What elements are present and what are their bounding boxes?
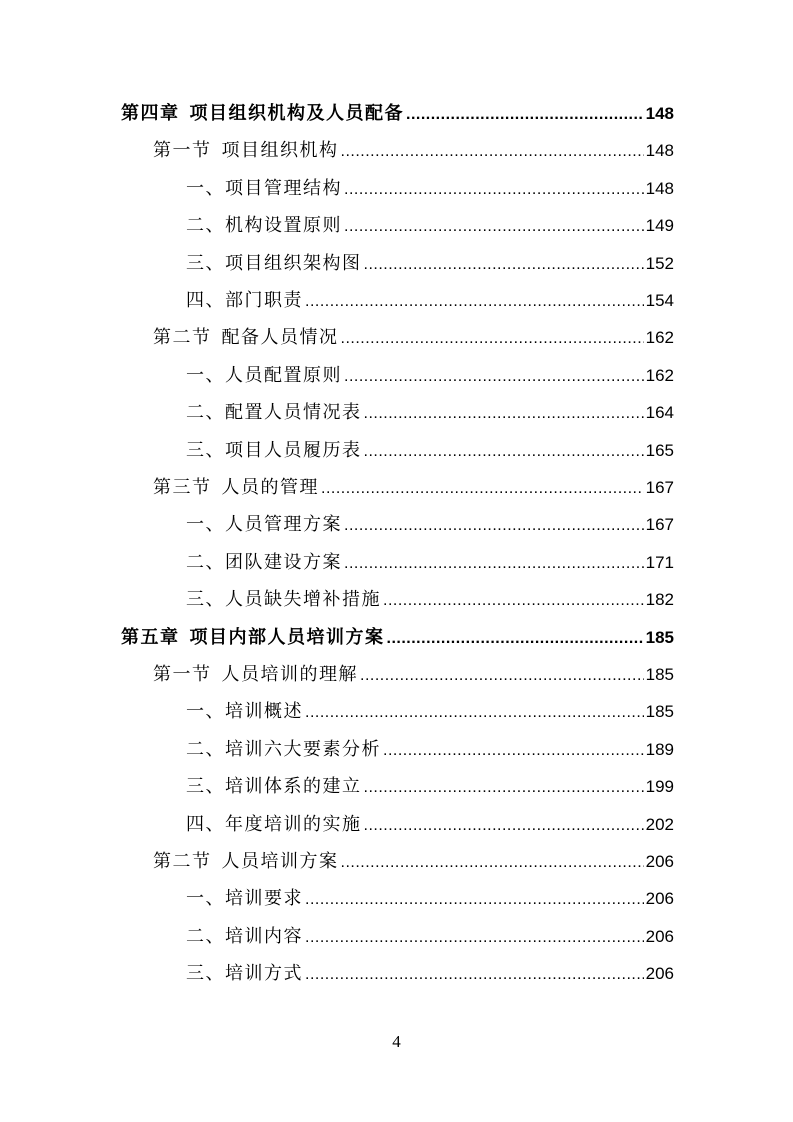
toc-entry-item[interactable] xyxy=(186,250,674,278)
toc-entry-item[interactable] xyxy=(186,511,674,539)
toc-entry-number: 三、 xyxy=(186,963,225,985)
toc-entry-number: 三、 xyxy=(186,776,225,798)
toc-entry-page: 165 xyxy=(645,440,674,460)
toc-leader-dots xyxy=(360,662,644,690)
toc-entry-item[interactable] xyxy=(186,698,674,726)
toc-entry-page: 185 xyxy=(645,627,674,647)
toc-entry-title: 人员培训的理解 xyxy=(221,664,358,685)
toc-entry-section[interactable] xyxy=(153,848,674,876)
toc-entry-page: 148 xyxy=(645,141,674,161)
toc-leader-dots xyxy=(305,699,644,727)
toc-entry-title: 人员配置原则 xyxy=(225,364,342,386)
toc-leader-dots xyxy=(341,325,644,353)
toc-entry-item[interactable] xyxy=(186,175,674,203)
toc-entry-number: 三、 xyxy=(186,589,225,611)
toc-entry-title: 年度培训的实施 xyxy=(225,813,362,835)
toc-leader-dots xyxy=(341,849,644,877)
toc-leader-dots xyxy=(344,550,644,578)
toc-entry-title: 人员的管理 xyxy=(221,477,319,498)
toc-entry-number: 第二节 xyxy=(153,327,212,349)
toc-entry-title: 项目内部人员培训方案 xyxy=(189,626,385,648)
toc-entry-title: 部门职责 xyxy=(225,290,303,311)
toc-entry-chapter[interactable] xyxy=(121,624,674,652)
toc-entry-title: 项目组织架构图 xyxy=(225,252,362,274)
toc-entry-number: 二、 xyxy=(186,402,225,424)
toc-entry-title: 项目组织机构及人员配备 xyxy=(189,103,404,124)
toc-entry-title: 机构设置原则 xyxy=(225,215,342,237)
toc-entry-item[interactable] xyxy=(186,399,674,427)
toc-entry-title: 培训方式 xyxy=(225,963,303,985)
toc-entry-title: 人员管理方案 xyxy=(225,514,342,536)
toc-entry-number: 一、 xyxy=(186,701,225,723)
toc-entry-page: 149 xyxy=(645,216,674,236)
toc-leader-dots xyxy=(364,774,644,802)
toc-entry-title: 项目人员履历表 xyxy=(225,439,362,461)
toc-entry-title: 培训体系的建立 xyxy=(225,776,362,798)
toc-leader-dots xyxy=(383,737,644,765)
toc-entry-item[interactable] xyxy=(186,287,674,315)
toc-leader-dots xyxy=(344,363,644,391)
toc-entry-number: 第四章 xyxy=(121,103,180,124)
toc-leader-dots xyxy=(341,138,644,166)
toc-entry-page: 206 xyxy=(645,964,674,984)
toc-entry-page: 162 xyxy=(645,328,674,348)
toc-leader-dots xyxy=(321,475,644,503)
toc-entry-number: 二、 xyxy=(186,215,225,237)
toc-entry-page: 164 xyxy=(645,403,674,423)
toc-entry-item[interactable] xyxy=(186,212,674,240)
toc-entry-item[interactable] xyxy=(186,736,674,764)
toc-entry-number: 一、 xyxy=(186,514,225,536)
toc-entry-title: 配置人员情况表 xyxy=(225,402,362,424)
toc-entry-section[interactable] xyxy=(153,474,674,502)
toc-entry-page: 167 xyxy=(645,478,674,497)
toc-entry-page: 171 xyxy=(645,552,674,572)
toc-leader-dots xyxy=(305,961,644,989)
toc-entry-number: 第二节 xyxy=(153,851,212,872)
toc-entry-number: 二、 xyxy=(186,738,225,760)
toc-entry-page: 202 xyxy=(645,814,674,834)
toc-entry-page: 185 xyxy=(645,665,674,684)
toc-entry-item[interactable] xyxy=(186,549,674,577)
toc-entry-number: 第一节 xyxy=(153,664,212,685)
toc-entry-item[interactable] xyxy=(186,811,674,839)
toc-leader-dots xyxy=(383,587,644,615)
toc-entry-page: 206 xyxy=(645,889,674,909)
toc-leader-dots xyxy=(305,288,644,316)
toc-entry-item[interactable] xyxy=(186,586,674,614)
toc-entry-number: 四、 xyxy=(186,813,225,835)
toc-entry-number: 二、 xyxy=(186,551,225,573)
toc-entry-number: 三、 xyxy=(186,252,225,274)
toc-entry-page: 199 xyxy=(645,777,674,797)
toc-leader-dots xyxy=(305,886,644,914)
toc-entry-section[interactable] xyxy=(153,137,674,165)
toc-entry-title: 培训内容 xyxy=(225,925,303,947)
toc-entry-number: 一、 xyxy=(186,177,225,199)
toc-entry-number: 一、 xyxy=(186,888,225,910)
toc-leader-dots xyxy=(387,625,644,653)
toc-leader-dots xyxy=(344,213,644,241)
toc-entry-number: 第一节 xyxy=(153,140,212,162)
toc-entry-page: 206 xyxy=(645,926,674,946)
toc-entry-page: 148 xyxy=(645,104,674,123)
toc-entry-title: 项目组织机构 xyxy=(221,140,339,162)
toc-entry-title: 人员培训方案 xyxy=(221,851,339,872)
toc-entry-page: 189 xyxy=(645,739,674,759)
toc-leader-dots xyxy=(406,101,644,129)
toc-entry-item[interactable] xyxy=(186,960,674,988)
toc-entry-item[interactable] xyxy=(186,923,674,951)
toc-entry-number: 一、 xyxy=(186,364,225,386)
toc-entry-page: 152 xyxy=(645,253,674,273)
toc-entry-title: 培训六大要素分析 xyxy=(225,738,381,760)
toc-entry-section[interactable] xyxy=(153,324,674,352)
toc-entry-item[interactable] xyxy=(186,773,674,801)
toc-entry-title: 培训概述 xyxy=(225,701,303,723)
toc-leader-dots xyxy=(344,512,644,540)
toc-leader-dots xyxy=(364,400,644,428)
toc-entry-title: 人员缺失增补措施 xyxy=(225,589,381,611)
toc-entry-number: 二、 xyxy=(186,925,225,947)
toc-entry-page: 148 xyxy=(645,178,674,198)
toc-leader-dots xyxy=(364,438,644,466)
toc-leader-dots xyxy=(344,176,644,204)
toc-leader-dots xyxy=(364,251,644,279)
toc-entry-number: 四、 xyxy=(186,290,225,311)
toc-entry-title: 团队建设方案 xyxy=(225,551,342,573)
toc-entry-number: 第五章 xyxy=(121,626,180,648)
toc-entry-page: 154 xyxy=(645,291,674,310)
toc-entry-title: 配备人员情况 xyxy=(221,327,339,349)
toc-entry-page: 185 xyxy=(645,702,674,722)
toc-leader-dots xyxy=(305,924,644,952)
toc-entry-chapter[interactable] xyxy=(121,100,674,128)
toc-entry-item[interactable] xyxy=(186,885,674,913)
toc-entry-section[interactable] xyxy=(153,661,674,689)
toc-entry-page: 182 xyxy=(645,590,674,610)
toc-entry-item[interactable] xyxy=(186,437,674,465)
toc-leader-dots xyxy=(364,812,644,840)
toc-entry-page: 206 xyxy=(645,852,674,871)
toc-entry-item[interactable] xyxy=(186,362,674,390)
toc-entry-number: 第三节 xyxy=(153,477,212,498)
toc-entry-page: 167 xyxy=(645,515,674,535)
toc-entry-title: 培训要求 xyxy=(225,888,303,910)
toc-entry-page: 162 xyxy=(645,365,674,385)
toc-entry-number: 三、 xyxy=(186,439,225,461)
page-number: 4 xyxy=(392,1032,401,1051)
toc-entry-title: 项目管理结构 xyxy=(225,177,342,199)
